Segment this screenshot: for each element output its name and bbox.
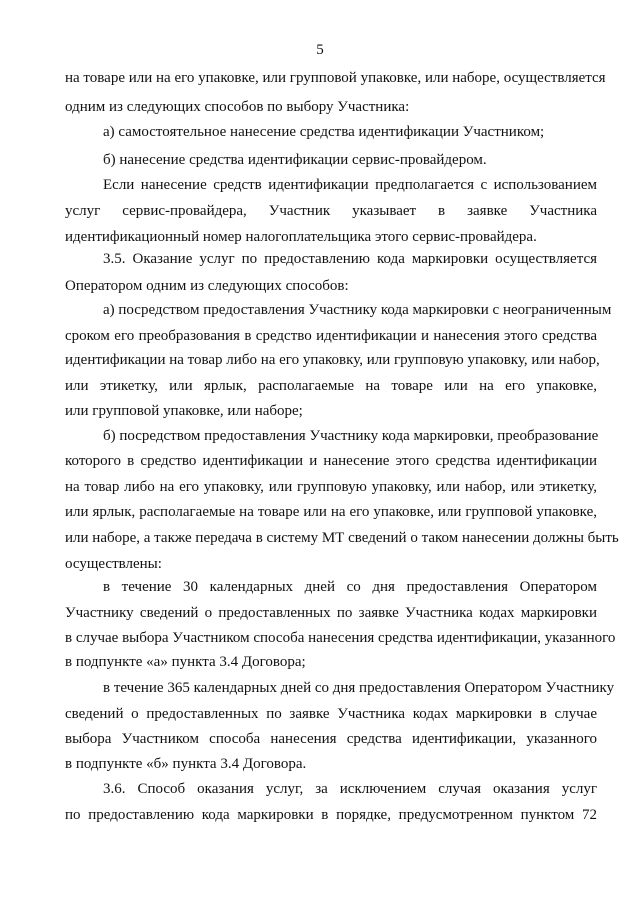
text-line: б) посредством предоставления Участнику кода маркировки, преобразование bbox=[103, 428, 599, 444]
text-line: сроком его преобразования в средство идентификации и нанесения этого средства bbox=[65, 328, 597, 344]
text-line: идентификационный номер налогоплательщика этого сервис-провайдера. bbox=[65, 229, 537, 245]
text-line: которого в средство идентификации и нанесение этого средства идентификации bbox=[65, 453, 597, 469]
text-line: выбора Участником способа нанесения средства идентификации, указанного bbox=[65, 731, 597, 747]
text-line: в случае выбора Участником способа нанесения средства идентификации, указанного bbox=[65, 630, 616, 646]
text-line: на товаре или на его упаковке, или групповой упаковке, или наборе, осуществляется bbox=[65, 70, 606, 86]
text-line: в течение 365 календарных дней со дня предоставления Оператором Участнику bbox=[103, 680, 615, 696]
text-line: а) самостоятельное нанесение средства идентификации Участником; bbox=[103, 124, 545, 140]
text-line: сведений о предоставленных по заявке Участника кодах маркировки в случае bbox=[65, 706, 597, 722]
text-line: или наборе, а также передача в систему МТ сведений о таком нанесении должны быть bbox=[65, 530, 619, 546]
text-line: услуг сервис-провайдера, Участник указывает в заявке Участника bbox=[65, 203, 597, 219]
text-line: или этикетку, или ярлык, располагаемые на товаре или на его упаковке, bbox=[65, 378, 597, 394]
text-line: Участнику сведений о предоставленных по заявке Участника кодах маркировки bbox=[65, 605, 597, 621]
text-line: одним из следующих способов по выбору Участника: bbox=[65, 99, 410, 115]
text-line: на товар либо на его упаковку, или групповую упаковку, или набор, или этикетку, bbox=[65, 479, 597, 495]
text-line: Если нанесение средств идентификации предполагается с использованием bbox=[103, 177, 597, 193]
text-line: Оператором одним из следующих способов: bbox=[65, 278, 349, 294]
text-line: в подпункте «б» пункта 3.4 Договора. bbox=[65, 756, 307, 772]
text-line: по предоставлению кода маркировки в порядке, предусмотренном пунктом 72 bbox=[65, 807, 597, 823]
text-line: или ярлык, располагаемые на товаре или на его упаковке, или групповой упаковке, bbox=[65, 504, 597, 520]
text-line: 3.5. Оказание услуг по предоставлению кода маркировки осуществляется bbox=[103, 251, 597, 267]
text-line: идентификации на товар либо на его упаковку, или групповую упаковку, или набор, bbox=[65, 352, 600, 368]
page-number: 5 bbox=[316, 42, 324, 58]
text-line: б) нанесение средства идентификации сервис-провайдером. bbox=[103, 152, 487, 168]
text-line: или групповой упаковке, или наборе; bbox=[65, 403, 303, 419]
text-line: в подпункте «а» пункта 3.4 Договора; bbox=[65, 654, 306, 670]
text-line: 3.6. Способ оказания услуг, за исключением случая оказания услуг bbox=[103, 781, 597, 797]
text-line: осуществлены: bbox=[65, 556, 162, 572]
text-line: в течение 30 календарных дней со дня предоставления Оператором bbox=[103, 579, 597, 595]
text-line: а) посредством предоставления Участнику кода маркировки с неограниченным bbox=[103, 302, 612, 318]
